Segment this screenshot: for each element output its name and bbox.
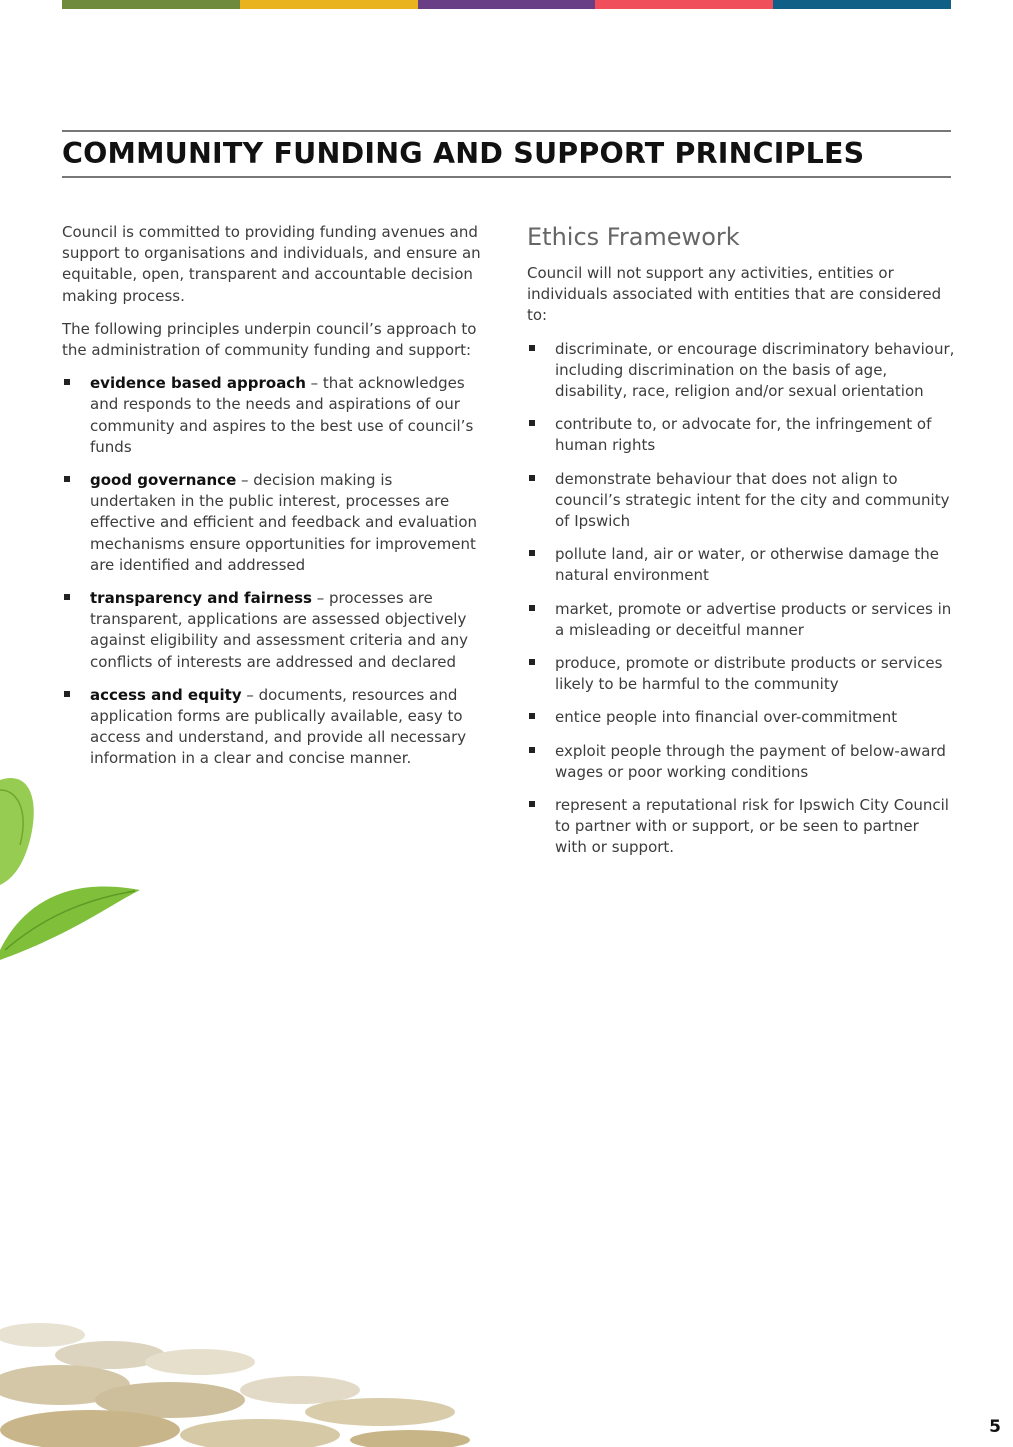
list-item <box>527 544 955 586</box>
color-segment-purple <box>418 0 596 9</box>
list-item <box>62 470 482 576</box>
color-segment-blue <box>773 0 951 9</box>
list-item <box>62 588 482 673</box>
list-item <box>527 469 955 533</box>
principle-text: – that acknowledges and responds to the needs and aspirations of our community and aspires to the best use of council’s funds <box>90 374 474 456</box>
ethics-list <box>527 339 955 859</box>
bullet-icon <box>529 420 535 426</box>
bullet-icon <box>529 659 535 665</box>
principles-list <box>62 373 482 769</box>
bullet-icon <box>64 594 70 600</box>
list-item-text: discriminate, or encourage discriminatory behaviour, including discrimination on the basis of age, disability, race, religion and/or sexual orientation <box>555 339 955 401</box>
bullet-icon <box>529 713 535 719</box>
list-item <box>527 795 955 859</box>
list-item <box>527 741 955 783</box>
list-item <box>527 653 955 695</box>
bullet-icon <box>529 345 535 351</box>
principle-term: good governance <box>90 471 237 490</box>
principle-text: – documents, resources and application forms are publically available, easy to access and understand, and provide all necessary information in a clear and concise manner. <box>90 685 467 768</box>
principle-term: transparency and fairness <box>90 589 312 608</box>
leaf-illustration <box>0 760 150 970</box>
bullet-icon <box>64 379 70 385</box>
bullet-icon <box>529 550 535 556</box>
right-column <box>527 222 955 871</box>
coins-illustration <box>0 1300 470 1447</box>
list-item-text: represent a reputational risk for Ipswich City Council to partner with or support, or be seen to partner with or support. <box>555 796 949 857</box>
bullet-icon <box>529 475 535 481</box>
section-heading: Ethics Framework <box>527 223 740 251</box>
brand-color-bar <box>62 0 951 9</box>
bullet-icon <box>64 691 70 697</box>
principle-text: – processes are transparent, applications are assessed objectively against eligibility and assessment criteria and any conflicts of interests are addressed and declared <box>90 589 469 671</box>
intro-paragraph: Council is committed to providing funding avenues and support to organisations and individuals, and ensure an equitable, open, transparent and accountable decision making process. <box>62 223 481 305</box>
bullet-icon <box>529 801 535 807</box>
list-item <box>527 707 955 728</box>
left-column <box>62 222 482 782</box>
page-number: 5 <box>989 1417 1001 1437</box>
bullet-icon <box>529 747 535 753</box>
list-item-text: produce, promote or distribute products or services likely to be harmful to the community <box>555 654 943 694</box>
color-segment-green <box>62 0 240 9</box>
list-item <box>62 685 482 770</box>
list-item-text: entice people into financial over-commitment <box>555 708 898 727</box>
list-item <box>527 339 955 403</box>
list-item-text: demonstrate behaviour that does not align to council’s strategic intent for the city and community of Ipswich <box>555 469 950 531</box>
list-item <box>62 373 482 458</box>
list-item-text: market, promote or advertise products or services in a misleading or deceitful manner <box>555 599 952 639</box>
title-block <box>62 130 951 178</box>
bullet-icon <box>64 476 70 482</box>
list-item <box>527 414 955 456</box>
ethics-intro-paragraph: Council will not support any activities, entities or individuals associated with entities that are considered to: <box>527 264 942 325</box>
color-segment-red <box>595 0 773 9</box>
principle-term: access and equity <box>90 685 242 704</box>
principles-lead-paragraph: The following principles underpin council’s approach to the administration of community funding and support: <box>62 319 477 360</box>
principle-term: evidence based approach <box>90 374 306 393</box>
principle-text: – decision making is undertaken in the public interest, processes are effective and efficient and feedback and evaluation mechanisms ensure opportunities for improvement are identified and addressed <box>90 471 478 574</box>
list-item <box>527 599 955 641</box>
list-item-text: pollute land, air or water, or otherwise damage the natural environment <box>555 545 939 585</box>
page-title: COMMUNITY FUNDING AND SUPPORT PRINCIPLES <box>62 137 865 170</box>
list-item-text: exploit people through the payment of below-award wages or poor working conditions <box>555 741 946 781</box>
color-segment-yellow <box>240 0 418 9</box>
bullet-icon <box>529 605 535 611</box>
list-item-text: contribute to, or advocate for, the infringement of human rights <box>555 415 932 455</box>
